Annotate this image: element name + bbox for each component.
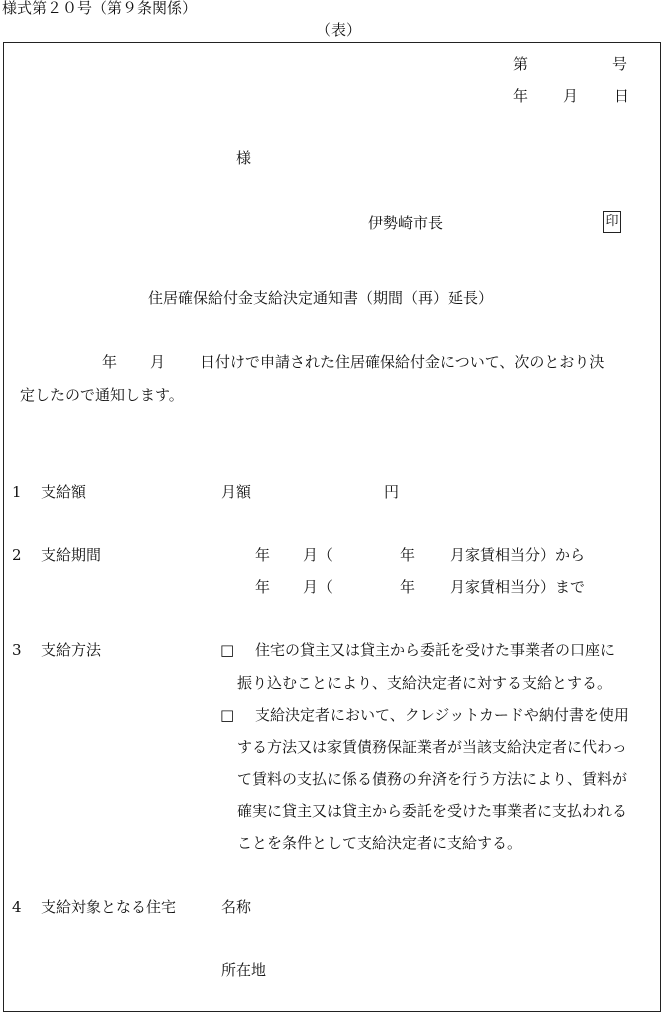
item-2-label: 支給期間 [41,546,102,564]
housing-address-label: 所在地 [221,961,267,979]
item-2-number: 2 [12,546,22,564]
method-option-2-checkbox[interactable]: □ [220,706,235,724]
seal-mark: 印 [603,211,621,233]
date-year: 年 [513,87,529,105]
method-option-2-line1: 支給決定者において、クレジットカードや納付書を使用 [255,706,629,724]
amount-monthly-label: 月額 [221,483,252,501]
document-title: 住居確保給付金支給決定通知書（期間（再）延長） [148,289,494,307]
item-1-label: 支給額 [41,483,87,501]
item-4-label: 支給対象となる住宅 [41,898,177,916]
body-line1: 日付けで申請された住居確保給付金について、次のとおり決 [200,353,605,371]
form-number: 様式第２０号（第９条関係） [2,0,198,17]
date-day: 日 [614,87,630,105]
period-from-rent-rest: 月家賃相当分）から [450,546,586,564]
method-option-2-line5: ことを条件として支給決定者に支給する。 [237,834,523,852]
item-1-number: 1 [12,483,22,501]
amount-yen-label: 円 [384,483,400,501]
period-from-year: 年 [255,546,271,564]
item-3-number: 3 [12,641,22,659]
period-to-year: 年 [255,578,271,596]
item-4-number: 4 [12,898,22,916]
method-option-1-checkbox[interactable]: □ [220,641,235,659]
body-line2: 定したので通知します。 [20,386,184,404]
side-label: （表） [316,21,362,39]
period-to-rent-rest: 月家賃相当分）まで [450,578,586,596]
body-year: 年 [102,353,118,371]
method-option-2-line2: する方法又は家賃債務保証業者が当該支給決定者に代わっ [237,738,627,756]
form-frame [3,42,661,1012]
document-number-prefix: 第 [513,55,529,73]
period-to-rent-year: 年 [400,578,416,596]
method-option-2-line3: て賃料の支払に係る債務の弁済を行う方法により、賃料が [237,770,628,788]
document-number-suffix: 号 [612,55,628,73]
issuer-name: 伊勢崎市長 [368,214,444,232]
period-to-month: 月（ [303,578,334,596]
item-3-label: 支給方法 [41,641,102,659]
period-from-month: 月（ [303,546,334,564]
period-from-rent-year: 年 [400,546,416,564]
body-month: 月 [150,353,166,371]
addressee-suffix: 様 [236,149,252,167]
date-month: 月 [563,87,579,105]
method-option-2-line4: 確実に貸主又は貸主から委託を受けた事業者に支払われる [237,802,628,820]
housing-name-label: 名称 [221,898,252,916]
method-option-1-line1: 住宅の貸主又は貸主から委託を受けた事業者の口座に [255,641,616,659]
method-option-1-line2: 振り込むことにより、支給決定者に対する支給とする。 [237,674,613,692]
